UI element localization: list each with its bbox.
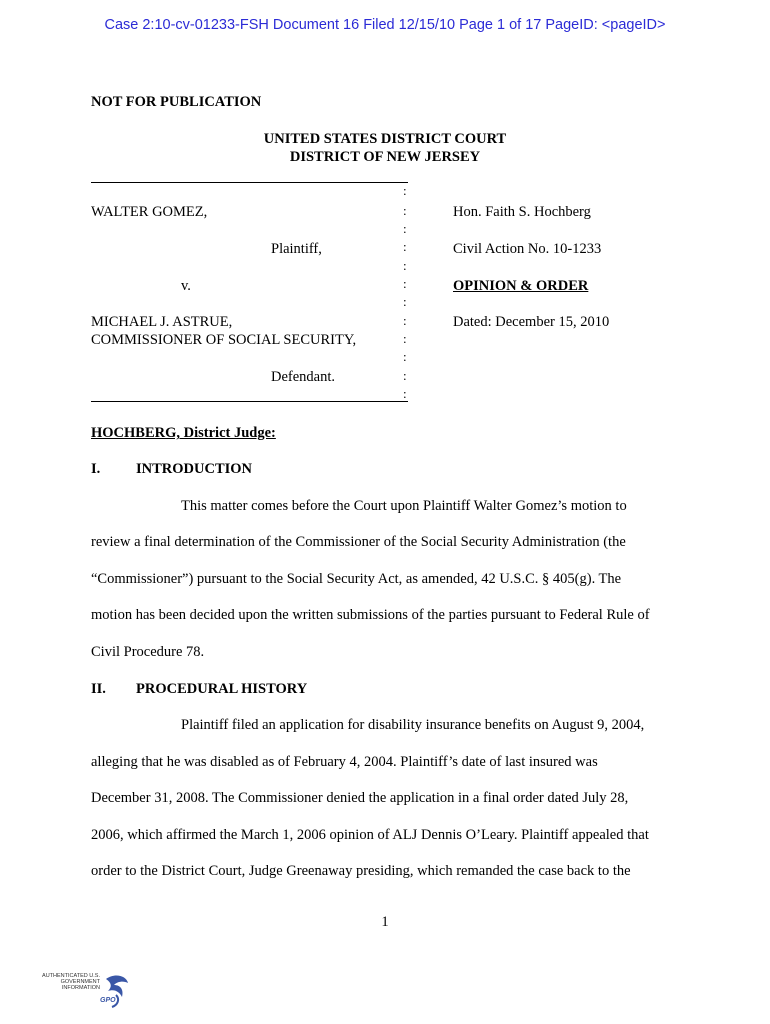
plaintiff-role: Plaintiff,	[271, 241, 322, 257]
caption-colon: :	[403, 349, 407, 364]
body-line: This matter comes before the Court upon Plaintiff Walter Gomez’s motion to	[181, 498, 627, 514]
body-line: Civil Procedure 78.	[91, 644, 205, 660]
caption-top-rule	[91, 182, 408, 183]
defendant-name: MICHAEL J. ASTRUE,	[91, 314, 233, 330]
caption-colon: :	[403, 368, 407, 383]
body-line: December 31, 2008. The Commissioner denied the application in a final order dated July 28,	[91, 790, 629, 806]
judge-name: Hon. Faith S. Hochberg	[453, 204, 591, 220]
page-number: 1	[381, 914, 389, 930]
defendant-title: COMMISSIONER OF SOCIAL SECURITY,	[91, 332, 357, 348]
caption-bottom-rule	[91, 401, 408, 402]
caption-colon: :	[403, 239, 407, 254]
caption-colon: :	[403, 221, 407, 236]
publication-note: NOT FOR PUBLICATION	[91, 94, 262, 110]
case-header: Case 2:10-cv-01233-FSH Document 16 Filed 12/15/10 Page 1 of 17 PageID: <pageID>	[104, 17, 666, 33]
document-title: OPINION & ORDER	[453, 278, 589, 294]
section-title-history: PROCEDURAL HISTORY	[136, 681, 308, 697]
caption-colon: :	[403, 331, 407, 346]
body-line: Plaintiff filed an application for disability insurance benefits on August 9, 2004,	[181, 717, 645, 733]
caption-colon: :	[403, 294, 407, 309]
defendant-role: Defendant.	[271, 369, 336, 385]
caption-colon: :	[403, 386, 407, 401]
caption-colon: :	[403, 313, 407, 328]
versus: v.	[181, 278, 191, 294]
gpo-authentication-text: AUTHENTICATED U.S. GOVERNMENT INFORMATION	[42, 973, 100, 991]
judge-heading: HOCHBERG, District Judge:	[91, 425, 276, 441]
body-line: motion has been decided upon the written submissions of the parties pursuant to Federal Rule of	[91, 607, 650, 623]
body-line: review a final determination of the Commissioner of the Social Security Administration (the	[91, 534, 626, 550]
section-number-introduction: I.	[91, 461, 101, 477]
court-district: DISTRICT OF NEW JERSEY	[289, 149, 481, 165]
eagle-icon	[102, 973, 132, 1013]
court-name: UNITED STATES DISTRICT COURT	[263, 131, 507, 147]
caption-colon: :	[403, 203, 407, 218]
body-line: alleging that he was disabled as of February 4, 2004. Plaintiff’s date of last insured was	[91, 754, 598, 770]
caption-colon: :	[403, 183, 407, 198]
body-line: “Commissioner”) pursuant to the Social Security Act, as amended, 42 U.S.C. § 405(g). The	[91, 571, 622, 587]
caption-colon: :	[403, 276, 407, 291]
civil-action-number: Civil Action No. 10-1233	[453, 241, 602, 257]
body-line: 2006, which affirmed the March 1, 2006 opinion of ALJ Dennis O’Leary. Plaintiff appealed that	[91, 827, 649, 843]
section-number-history: II.	[91, 681, 106, 697]
body-line: order to the District Court, Judge Greenaway presiding, which remanded the case back to the	[91, 863, 631, 879]
plaintiff-name: WALTER GOMEZ,	[91, 204, 208, 220]
caption-colon: :	[403, 258, 407, 273]
gpo-authentication-logo	[40, 973, 130, 1013]
section-title-introduction: INTRODUCTION	[136, 461, 253, 477]
gpo-mark: GPO	[100, 997, 116, 1004]
document-date: Dated: December 15, 2010	[453, 314, 610, 330]
